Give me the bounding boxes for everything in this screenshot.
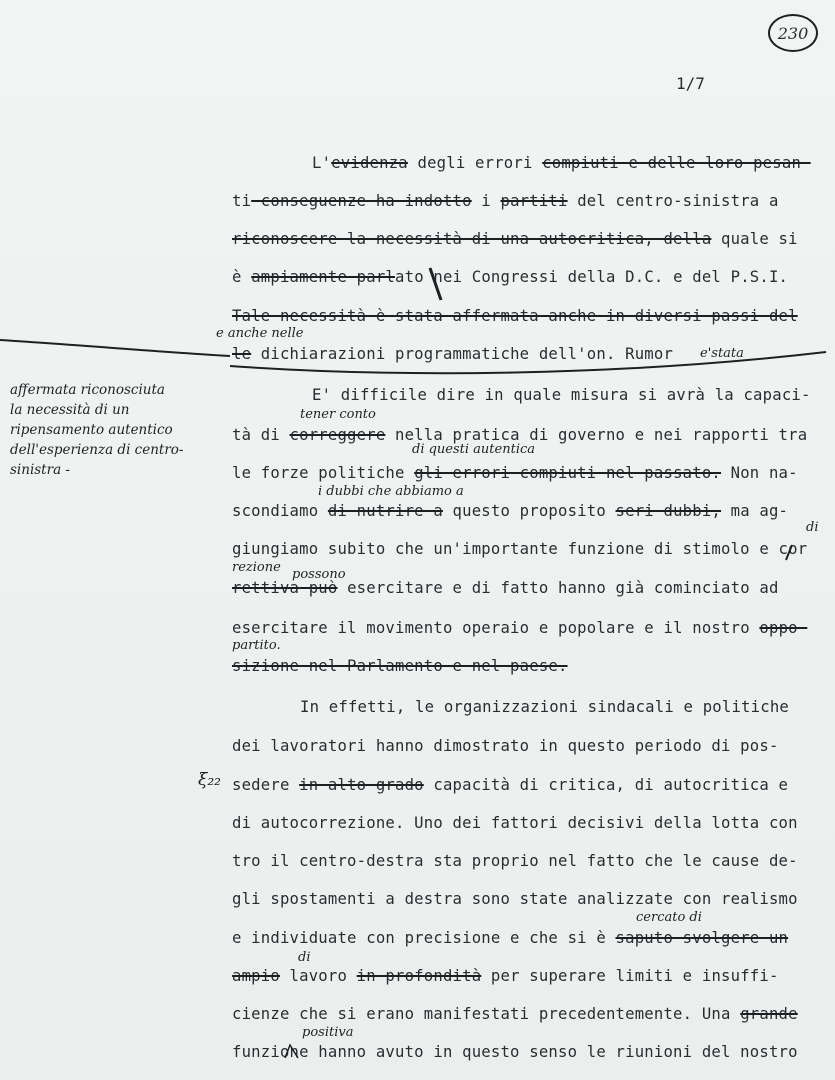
p3-line-1: In effetti, le organizzazioni sindacali e politiche — [300, 698, 789, 716]
p1-line-1: L'evidenza degli errori compiuti e delle loro pesan- — [312, 154, 811, 172]
p2-line-8: sizione nel Parlamento e nel paese. — [232, 657, 568, 675]
hand-i-dubbi: i dubbi che abbiamo a — [318, 484, 464, 499]
p2-line-1: E' difficile dire in quale misura si avrà la capaci- — [312, 386, 811, 404]
p3-line-10: funzione hanno avuto in questo senso le riunioni del nostro — [232, 1043, 798, 1061]
page-number: 230 — [777, 23, 809, 43]
margin-note-line: dell'esperienza di centro- — [10, 442, 184, 458]
p2-line-5: giungiamo subito che un'importante funzione di stimolo e cor — [232, 540, 808, 558]
p1-line-3: riconoscere la necessità di una autocritica, della quale si — [232, 230, 798, 248]
p2-line-6: rettiva può esercitare e di fatto hanno già cominciato ad — [232, 579, 779, 597]
hand-di: di — [806, 520, 819, 535]
hand-possono: possono — [292, 567, 346, 582]
p3-line-8: ampio lavoro in profondità per superare limiti e insuffi- — [232, 967, 779, 985]
p3-line-3: sedere in alto grado capacità di critica, di autocritica e — [232, 776, 789, 794]
p1-line-2: ti conseguenze ha indotto i partiti del centro-sinistra a — [232, 192, 779, 210]
margin-note — [10, 380, 210, 480]
hand-di-questi: di questi autentica — [412, 442, 536, 457]
hand-positiva: positiva — [302, 1025, 354, 1040]
p3-line-7: e individuate con precisione e che si è saputo svolgere un — [232, 929, 789, 947]
brace-line-top — [0, 340, 230, 356]
p2-line-7: esercitare il movimento operaio e popolare e il nostro oppo- — [232, 619, 808, 637]
p3-line-2: dei lavoratori hanno dimostrato in questo periodo di pos- — [232, 737, 779, 755]
hand-e-stata: e'stata — [700, 346, 744, 361]
hand-di-small: di — [298, 950, 311, 965]
p2-line-4: scondiamo di nutrire a questo proposito seri dubbi, ma ag- — [232, 502, 789, 520]
hand-rezione: rezione — [232, 560, 281, 575]
p3-line-4: di autocorrezione. Uno dei fattori decisivi della lotta con — [232, 814, 798, 832]
margin-note-line: ripensamento autentico — [10, 422, 173, 438]
hand-tener-conto: tener conto — [300, 407, 376, 422]
p3-line-6: gli spostamenti a destra sono state analizzate con realismo — [232, 890, 798, 908]
margin-note-line: sinistra - — [10, 462, 70, 478]
p1-line-5: Tale necessità è stata affermata anche in diversi passi del — [232, 307, 798, 325]
hand-cercato-di: cercato di — [636, 910, 702, 925]
hand-e-anche-nelle: e anche nelle — [216, 326, 304, 341]
margin-note-line: affermata riconosciuta — [10, 382, 165, 398]
p2-line-2: tà di correggere nella pratica di governo e nei rapporti tra — [232, 426, 808, 444]
sheet-id: 1/7 — [676, 74, 705, 93]
p1-line-4: è ampiamente parlato nei Congressi della D.C. e del P.S.I. — [232, 268, 789, 286]
p1-line-6: le dichiarazioni programmatiche dell'on. Rumor — [232, 345, 674, 363]
p2-line-3: le forze politiche gli errori compiuti nel passato. Non na- — [232, 464, 798, 482]
margin-note-line: la necessità di un — [10, 402, 130, 418]
hand-partito: partito. — [232, 638, 281, 653]
p3-line-9: cienze che si erano manifestati precedentemente. Una grande — [232, 1005, 798, 1023]
page-number-circle — [768, 14, 818, 52]
p3-line-5: tro il centro-destra sta proprio nel fatto che le cause de- — [232, 852, 798, 870]
hand-margin-mark: ξ₂₂ — [198, 770, 221, 790]
